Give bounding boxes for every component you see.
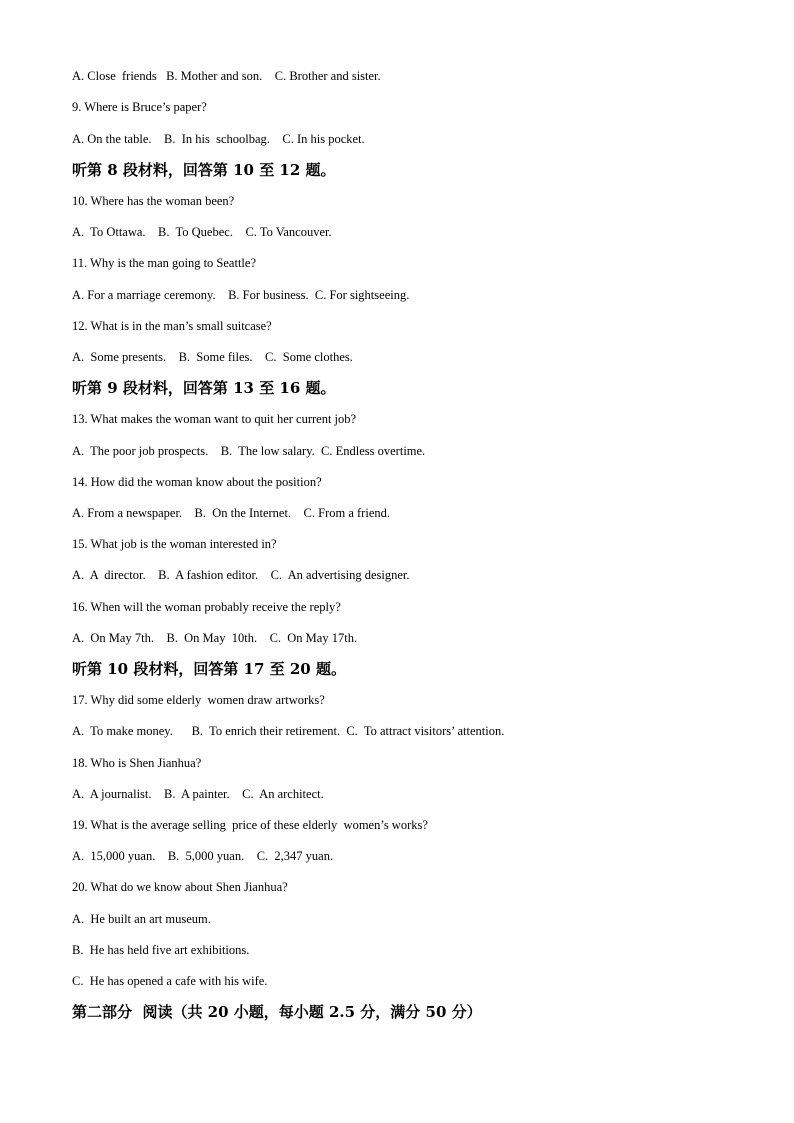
q17-options: A. To make money. B. To enrich their retirement. C. To attract visitors’ attention. [72, 724, 505, 738]
q11-options: A. For a marriage ceremony. B. For business. C. For sightseeing. [72, 288, 410, 302]
q20-option-a: A. He built an art museum. [72, 912, 211, 926]
q20-option-b: B. He has held five art exhibitions. [72, 943, 250, 957]
section-heading-10: 听第 10 段材料，回答第 17 至 20 题。 [72, 660, 346, 678]
q20-question: 20. What do we know about Shen Jianhua? [72, 880, 288, 894]
q16-question: 16. When will the woman probably receive the reply? [72, 600, 341, 614]
q15-question: 15. What job is the woman interested in? [72, 537, 277, 551]
q9-options: A. On the table. B. In his schoolbag. C. In his pocket. [72, 132, 365, 146]
q10-options: A. To Ottawa. B. To Quebec. C. To Vancouver. [72, 225, 332, 239]
q18-options: A. A journalist. B. A painter. C. An architect. [72, 787, 324, 801]
q19-options: A. 15,000 yuan. B. 5,000 yuan. C. 2,347 yuan. [72, 849, 334, 863]
q14-options: A. From a newspaper. B. On the Internet. C. From a friend. [72, 506, 390, 520]
q16-options: A. On May 7th. B. On May 10th. C. On May 17th. [72, 631, 358, 645]
q14-question: 14. How did the woman know about the position? [72, 475, 322, 489]
section-heading-8: 听第 8 段材料，回答第 10 至 12 题。 [72, 161, 336, 179]
q12-options: A. Some presents. B. Some files. C. Some clothes. [72, 350, 353, 364]
q9-question: 9. Where is Bruce’s paper? [72, 100, 207, 114]
q20-option-c: C. He has opened a cafe with his wife. [72, 974, 268, 988]
q18-question: 18. Who is Shen Jianhua? [72, 756, 202, 770]
q10-question: 10. Where has the woman been? [72, 194, 235, 208]
q8-options: A. Close friends B. Mother and son. C. Brother and sister. [72, 69, 381, 83]
part-two-heading: 第二部分 阅读（共 20 小题，每小题 2.5 分，满分 50 分） [72, 1003, 482, 1021]
q13-options: A. The poor job prospects. B. The low salary. C. Endless overtime. [72, 444, 426, 458]
q19-question: 19. What is the average selling price of these elderly women’s works? [72, 818, 428, 832]
section-heading-9: 听第 9 段材料，回答第 13 至 16 题。 [72, 379, 336, 397]
q13-question: 13. What makes the woman want to quit her current job? [72, 412, 357, 426]
q17-question: 17. Why did some elderly women draw artworks? [72, 693, 325, 707]
q12-question: 12. What is in the man’s small suitcase? [72, 319, 272, 333]
q15-options: A. A director. B. A fashion editor. C. An advertising designer. [72, 568, 410, 582]
q11-question: 11. Why is the man going to Seattle? [72, 256, 256, 270]
